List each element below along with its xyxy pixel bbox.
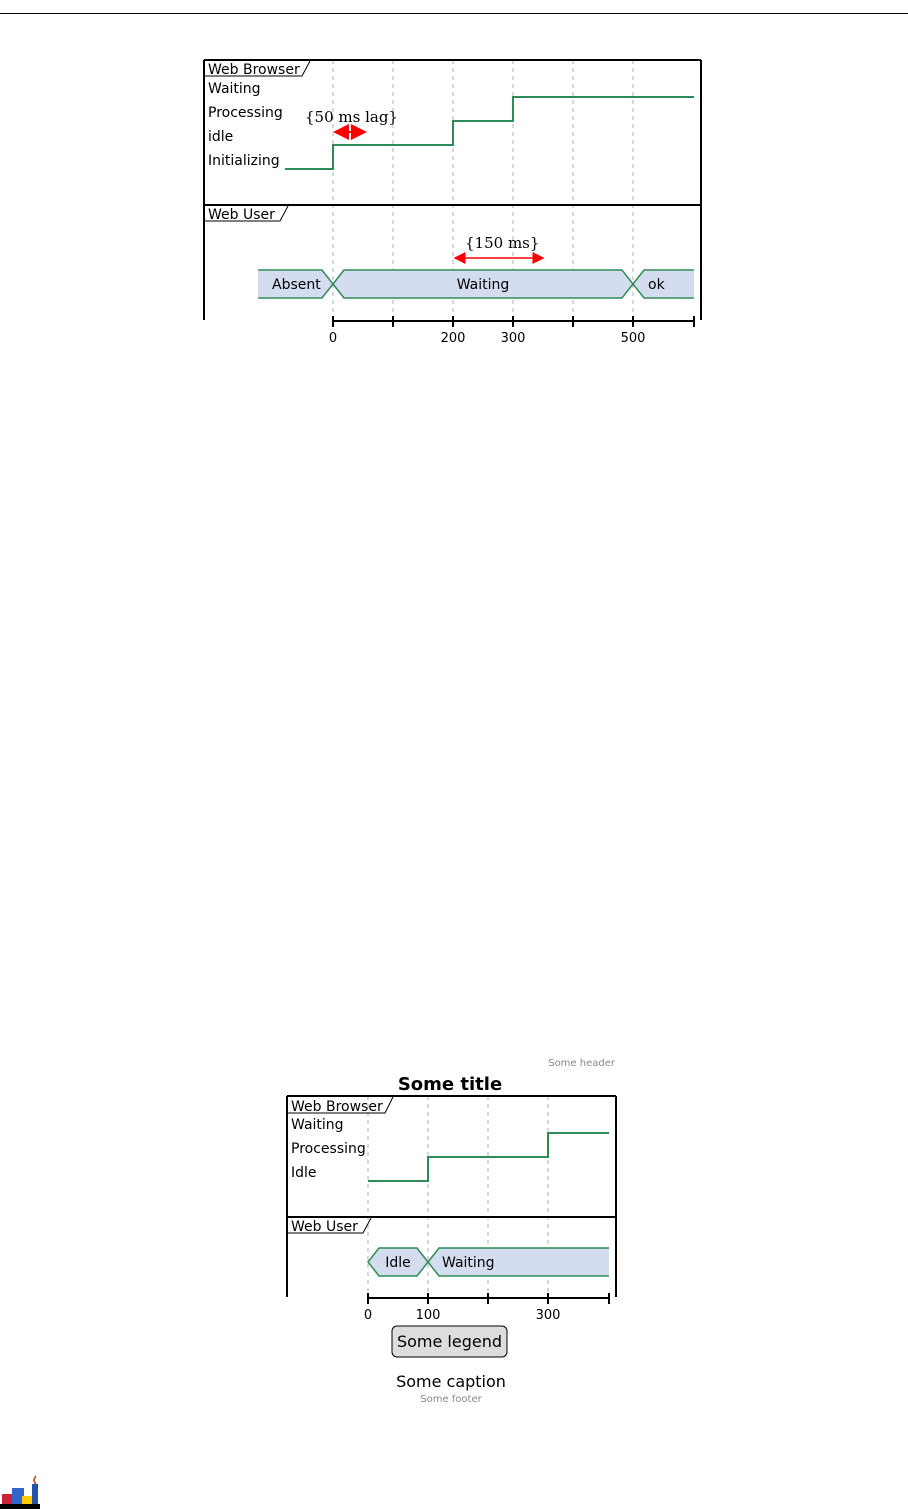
state-waiting: Waiting	[442, 1255, 495, 1271]
constraint-label-150ms: {150 ms}	[465, 234, 540, 252]
tick-label: 500	[620, 331, 646, 346]
participant-label: Web Browser	[208, 62, 300, 78]
state-label-processing: Processing	[208, 105, 283, 121]
state-waiting: Waiting	[456, 277, 510, 293]
participant-label: Web User	[208, 207, 275, 223]
legend-text: Some legend	[396, 1332, 503, 1351]
tick-label: 300	[535, 1308, 561, 1323]
participant-web-user	[287, 1218, 609, 1276]
legend-box	[392, 1326, 507, 1357]
state-label-waiting: Waiting	[291, 1117, 344, 1133]
state-absent: Absent	[272, 277, 321, 293]
time-axis	[364, 1293, 609, 1323]
tick-label: 0	[363, 1308, 373, 1323]
diagram-title: Some title	[397, 1074, 503, 1095]
participant-web-browser	[287, 1097, 609, 1181]
tick-label: 300	[500, 331, 526, 346]
state-label-waiting: Waiting	[208, 81, 261, 97]
state-label-initializing: Initializing	[208, 153, 280, 169]
diagram-caption: Some caption	[396, 1372, 506, 1391]
logo-icon	[0, 1474, 42, 1510]
tick-label: 100	[415, 1308, 441, 1323]
tick-label: 200	[440, 331, 466, 346]
state-label-idle: idle	[208, 129, 234, 145]
state-label-processing: Processing	[291, 1141, 366, 1157]
browser-signal-line	[368, 1133, 609, 1181]
diagram-header: Some header	[548, 1058, 615, 1069]
state-ok: ok	[648, 277, 665, 293]
participant-label: Web Browser	[291, 1099, 383, 1115]
participant-label: Web User	[291, 1219, 358, 1235]
state-label-idle: Idle	[291, 1165, 317, 1181]
diagram-footer: Some footer	[420, 1394, 482, 1405]
constraint-label-lag: {50 ms lag}	[305, 108, 398, 126]
tick-label: 0	[328, 331, 338, 346]
state-idle: Idle	[385, 1255, 411, 1271]
